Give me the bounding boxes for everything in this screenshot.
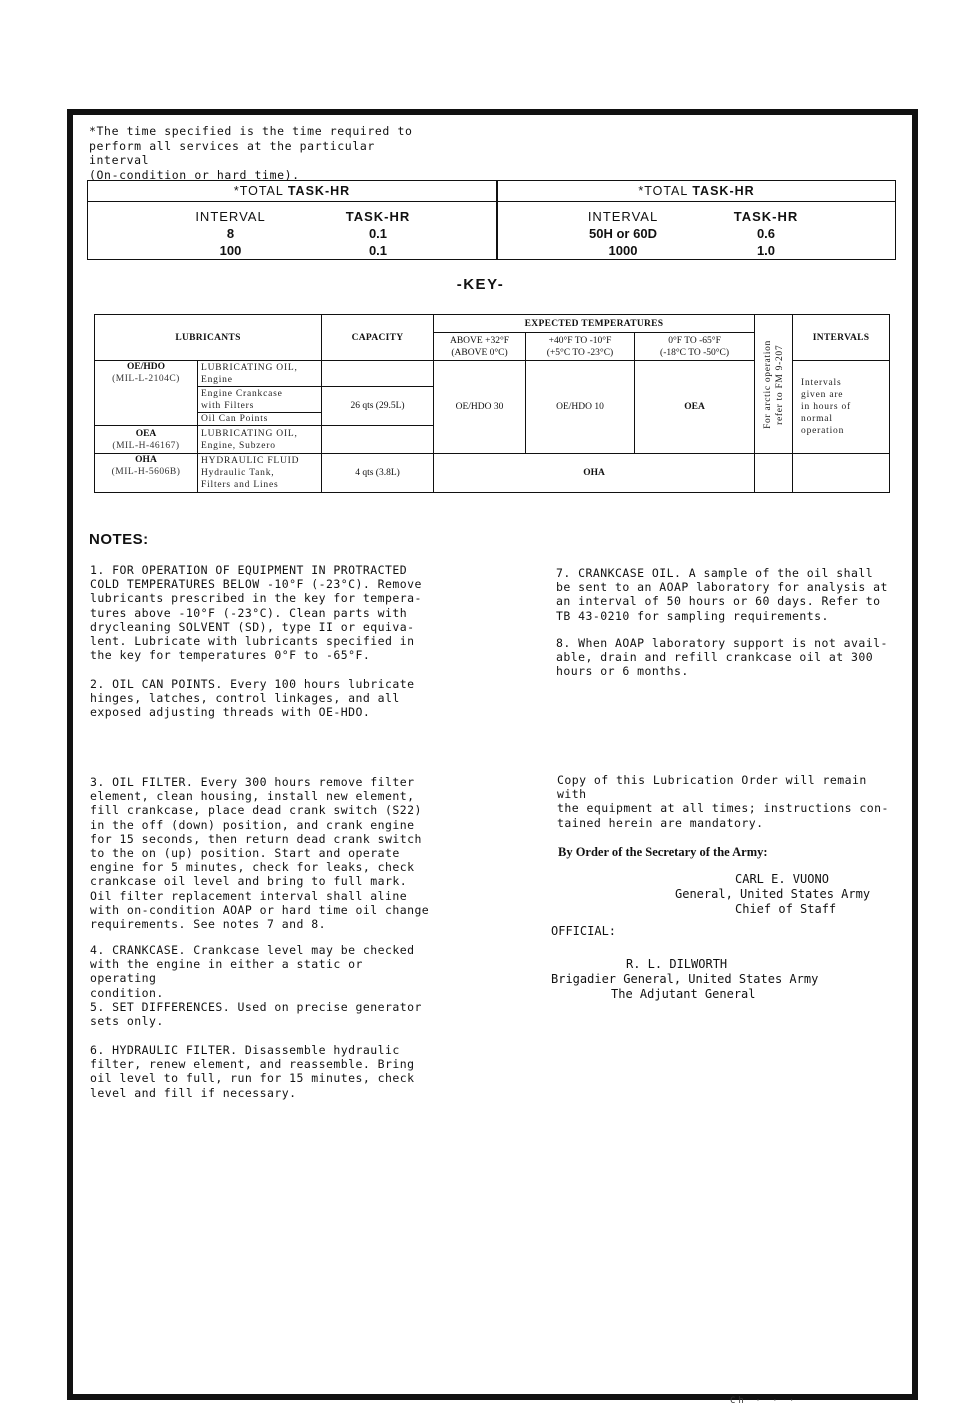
- arctic-note-cell: [755, 315, 793, 454]
- taskhr-label: TASK-HR: [345, 209, 411, 224]
- signer-2-role: The Adjutant General: [611, 987, 756, 1001]
- oe-hdo-desc-crankcase: Engine Crankcase with Filters: [198, 387, 322, 413]
- note-5: 5. SET DIFFERENCES. Used on precise generator sets only.: [90, 1000, 422, 1029]
- intro-text: *The time specified is the time required to perform all services at the particular interval (On-condition or hard time).: [89, 124, 413, 182]
- oha-cell: OHA: [434, 454, 755, 493]
- lubricant-key-table: [94, 314, 890, 493]
- temp-column-0-to-minus65: 0°F TO -65°F (-18°C TO -50°C): [635, 333, 755, 361]
- oha-spec: (MIL-H-5606B): [111, 467, 181, 477]
- task-hr-header: [88, 181, 496, 202]
- note-2: 2. OIL CAN POINTS. Every 100 hours lubricate hinges, latches, control linkages, and all exposed adjusting threads with OE-HDO.: [90, 677, 415, 720]
- key-title: -KEY-: [456, 276, 505, 293]
- taskhr-value: 0.1: [368, 243, 388, 258]
- oe-hdo-spec: (MIL-L-2104C): [112, 374, 180, 384]
- oea-label: OEA: [135, 428, 157, 439]
- note-6: 6. HYDRAULIC FILTER. Disassemble hydraulic filter, renew element, and reassemble. Bring oil level to full, run for 15 minutes, check level and fill if necessary.: [90, 1043, 415, 1100]
- official-label: OFFICIAL:: [551, 924, 617, 938]
- interval-value: 1000: [608, 243, 638, 258]
- arctic-note: For arctic operation refer to FM 9-207: [762, 339, 785, 429]
- task-hr-table-right: [497, 180, 896, 260]
- header-prefix: *TOTAL: [233, 184, 284, 198]
- notes-title: NOTES:: [89, 531, 149, 548]
- lubricants-header: LUBRICANTS: [95, 315, 322, 361]
- intervals-note: Intervals given are in hours of normal operation: [793, 361, 890, 454]
- note-1: 1. FOR OPERATION OF EQUIPMENT IN PROTRACTED COLD TEMPERATURES BELOW -10°F (-23°C). Remove lubricants prescribed in the key for tempera- tures above -10°F (-23°C). Clean parts with drycleaning SOLVENT (SD), type II or equiva- lent. Lubricate with lubricants specified in the key for temperatures 0°F to -65°F.: [90, 563, 422, 663]
- signer-1-role: Chief of Staff: [735, 902, 837, 916]
- oha-label-cell: [95, 454, 198, 493]
- capacity-header: CAPACITY: [322, 315, 434, 361]
- task-hr-table-left: [87, 180, 497, 260]
- oea-label-cell: [95, 426, 198, 454]
- intervals-empty: [793, 454, 890, 493]
- signer-2-title: Brigadier General, United States Army: [551, 972, 819, 986]
- capacity-oe: 26 qts (29.5L): [322, 387, 434, 426]
- interval-value: 100: [219, 243, 242, 258]
- oea-spec: (MIL-H-46167): [112, 440, 180, 451]
- page-border: [67, 109, 918, 1400]
- interval-label: INTERVAL: [587, 209, 659, 224]
- oe-hdo-label-cell: [95, 361, 198, 426]
- oe-hdo-30-cell: OE/HDO 30: [434, 361, 526, 454]
- note-3: 3. OIL FILTER. Every 300 hours remove filter element, clean housing, install new element, fill crankcase, place dead crank switch (S22) in the off (down) position, and crank engine for 15 seconds, then return dead crank switch to the on (up) position. Start and operate engine for 5 minutes, check for leaks, check crankcase oil level and bring to full mark. Oil filter replacement interval shall aline with on-condition AOAP or hard time oil change requirements. See notes 7 and 8.: [90, 775, 430, 932]
- signer-1-name: CARL E. VUONO: [735, 872, 829, 886]
- signer-1-title: General, United States Army: [675, 887, 871, 901]
- intervals-header: INTERVALS: [793, 315, 890, 361]
- interval-value: 50H or 60D: [589, 226, 657, 241]
- expected-temperatures-header: EXPECTED TEMPERATURES: [434, 315, 755, 333]
- interval-value: 8: [226, 226, 235, 241]
- taskhr-value: 1.0: [756, 243, 776, 258]
- capacity-empty: [322, 361, 434, 387]
- temp-column-above-32: ABOVE +32°F (ABOVE 0°C): [434, 333, 526, 361]
- oe-hdo-label: OE/HDO: [126, 362, 165, 372]
- note-7: 7. CRANKCASE OIL. A sample of the oil shall be sent to an AOAP laboratory for analysis at an interval of 50 hours or 60 days. Refer to TB 43-0210 for sampling requirements.: [556, 566, 888, 623]
- task-hr-header: [498, 181, 895, 202]
- arctic-empty: [755, 454, 793, 493]
- header-prefix: *TOTAL: [638, 184, 688, 198]
- oea-cell: OEA: [635, 361, 755, 454]
- taskhr-value: 0.6: [756, 226, 776, 241]
- note-4: 4. CRANKCASE. Crankcase level may be checked with the engine in either a static or operating condition.: [90, 943, 415, 1000]
- header-bold: TASK-HR: [287, 184, 351, 198]
- capacity-oha: 4 qts (3.8L): [322, 454, 434, 493]
- oea-desc: LUBRICATING OIL, Engine, Subzero: [198, 426, 322, 454]
- by-order-line: By Order of the Secretary of the Army:: [558, 845, 768, 859]
- oe-hdo-desc-engine: LUBRICATING OIL, Engine: [198, 361, 322, 387]
- taskhr-value: 0.1: [368, 226, 388, 241]
- oe-hdo-10-cell: OE/HDO 10: [526, 361, 635, 454]
- header-bold: TASK-HR: [692, 184, 755, 198]
- temp-column-40-to-minus10: +40°F TO -10°F (+5°C TO -23°C): [526, 333, 635, 361]
- oha-desc: HYDRAULIC FLUID Hydraulic Tank, Filters and Lines: [198, 454, 322, 493]
- taskhr-label: TASK-HR: [733, 209, 799, 224]
- oe-hdo-desc-oil-can: Oil Can Points: [198, 413, 322, 426]
- oha-label: OHA: [135, 455, 157, 465]
- signer-2-name: R. L. DILWORTH: [626, 957, 728, 971]
- interval-label: INTERVAL: [195, 209, 266, 224]
- footer-fragment: Ch · · ·: [730, 1396, 798, 1406]
- capacity-empty: [322, 426, 434, 454]
- copy-notice: Copy of this Lubrication Order will remain with the equipment at all times; instructions con- tained herein are mandatory.: [557, 773, 889, 830]
- note-8: 8. When AOAP laboratory support is not avail- able, drain and refill crankcase oil at 300 hours or 6 months.: [556, 636, 888, 679]
